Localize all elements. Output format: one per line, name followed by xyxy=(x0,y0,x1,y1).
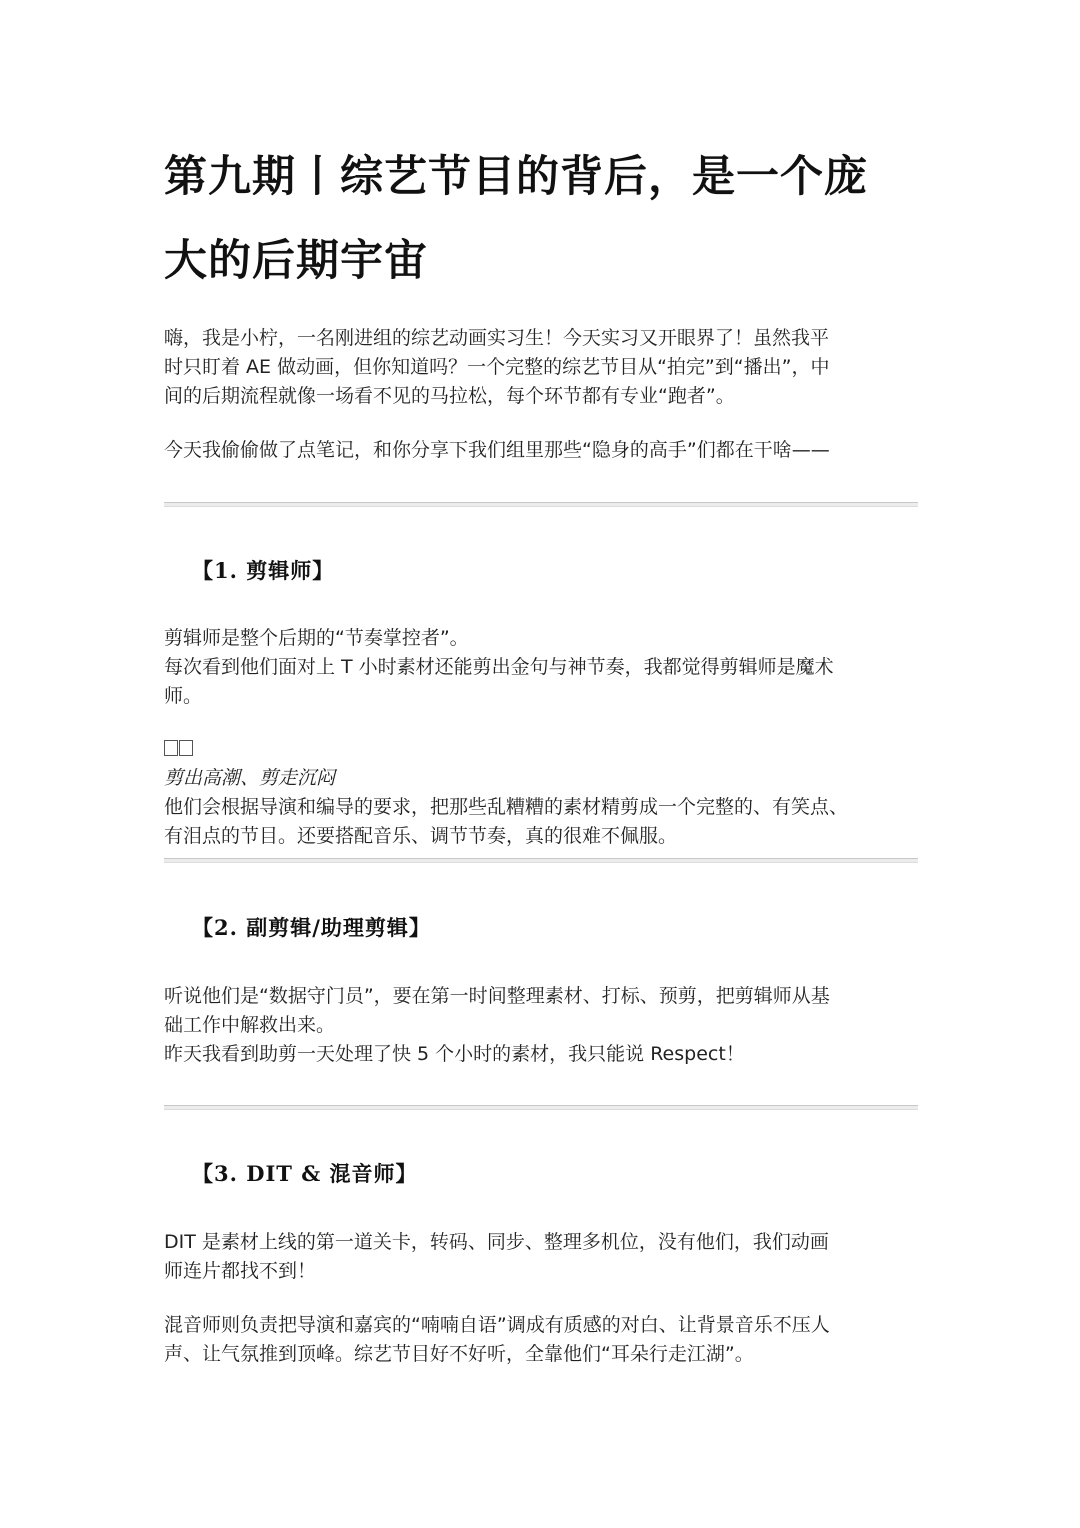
title-line-2: 大的后期宇宙 xyxy=(164,236,428,286)
section-3-line-2: 师连片都找不到！ xyxy=(164,1260,317,1282)
divider-2 xyxy=(164,858,918,863)
section-3-line-3: 混音师则负责把导演和嘉宾的“喃喃自语”调成有质感的对白、让背景音乐不压人 xyxy=(164,1314,830,1336)
section-1-paragraph xyxy=(164,624,920,711)
section-3-line-1: DIT 是素材上线的第一道关卡，转码、同步、整理多机位，没有他们，我们动画 xyxy=(164,1231,829,1253)
missing-glyph-icon xyxy=(164,735,910,764)
section-3-line-4: 声、让气氛推到顶峰。综艺节目好不好听，全靠他们“耳朵行走江湖”。 xyxy=(164,1343,754,1365)
section-1-line-2: 每次看到他们面对上 T 小时素材还能剪出金句与神节奏，我都觉得剪辑师是魔术 xyxy=(164,656,834,678)
section-2-line-2: 础工作中解救出来。 xyxy=(164,1014,336,1036)
intro-line-4: 今天我偷偷做了点笔记，和你分享下我们组里那些“隐身的高手”们都在干啥—— xyxy=(164,439,830,461)
intro-paragraph-2 xyxy=(164,436,920,465)
divider-1 xyxy=(164,502,918,507)
section-2-line-1: 听说他们是“数据守门员”，要在第一时间整理素材、打标、预剪，把剪辑师从基 xyxy=(164,985,830,1007)
section-1-line-1: 剪辑师是整个后期的“节奏掌控者”。 xyxy=(164,627,469,649)
title-line-1: 第九期丨综艺节目的背后，是一个庞 xyxy=(164,152,868,202)
intro-paragraph xyxy=(164,324,920,411)
section-3-heading: 【3. DIT & 混音师】 xyxy=(192,1161,418,1186)
section-1-subsection xyxy=(164,735,920,851)
intro-line-3: 间的后期流程就像一场看不见的马拉松，每个环节都有专业“跑者”。 xyxy=(164,385,735,407)
section-1-line-4: 他们会根据导演和编导的要求，把那些乱糟糟的素材精剪成一个完整的、有笑点、 xyxy=(164,796,849,818)
section-3-paragraph-1 xyxy=(164,1228,920,1286)
section-1-line-3: 师。 xyxy=(164,685,203,707)
section-3-paragraph-2 xyxy=(164,1311,920,1369)
section-1-subtitle-row xyxy=(164,735,920,793)
intro-line-1: 嗨，我是小柠，一名刚进组的综艺动画实习生！今天实习又开眼界了！虽然我平 xyxy=(164,327,830,349)
page-title xyxy=(164,135,920,303)
section-2-paragraph xyxy=(164,982,920,1069)
section-1-line-5: 有泪点的节目。还要搭配音乐、调节节奏，真的很难不佩服。 xyxy=(164,825,678,847)
section-1-heading: 【1. 剪辑师】 xyxy=(192,558,335,583)
divider-3 xyxy=(164,1105,918,1110)
section-2-heading: 【2. 副剪辑/助理剪辑】 xyxy=(192,915,431,940)
section-2-line-3: 昨天我看到助剪一天处理了快 5 个小时的素材，我只能说 Respect！ xyxy=(164,1043,745,1065)
section-1-subtitle: 剪出高潮、剪走沉闷 xyxy=(164,767,336,789)
intro-line-2: 时只盯着 AE 做动画，但你知道吗？一个完整的综艺节目从“拍完”到“播出”，中 xyxy=(164,356,830,378)
